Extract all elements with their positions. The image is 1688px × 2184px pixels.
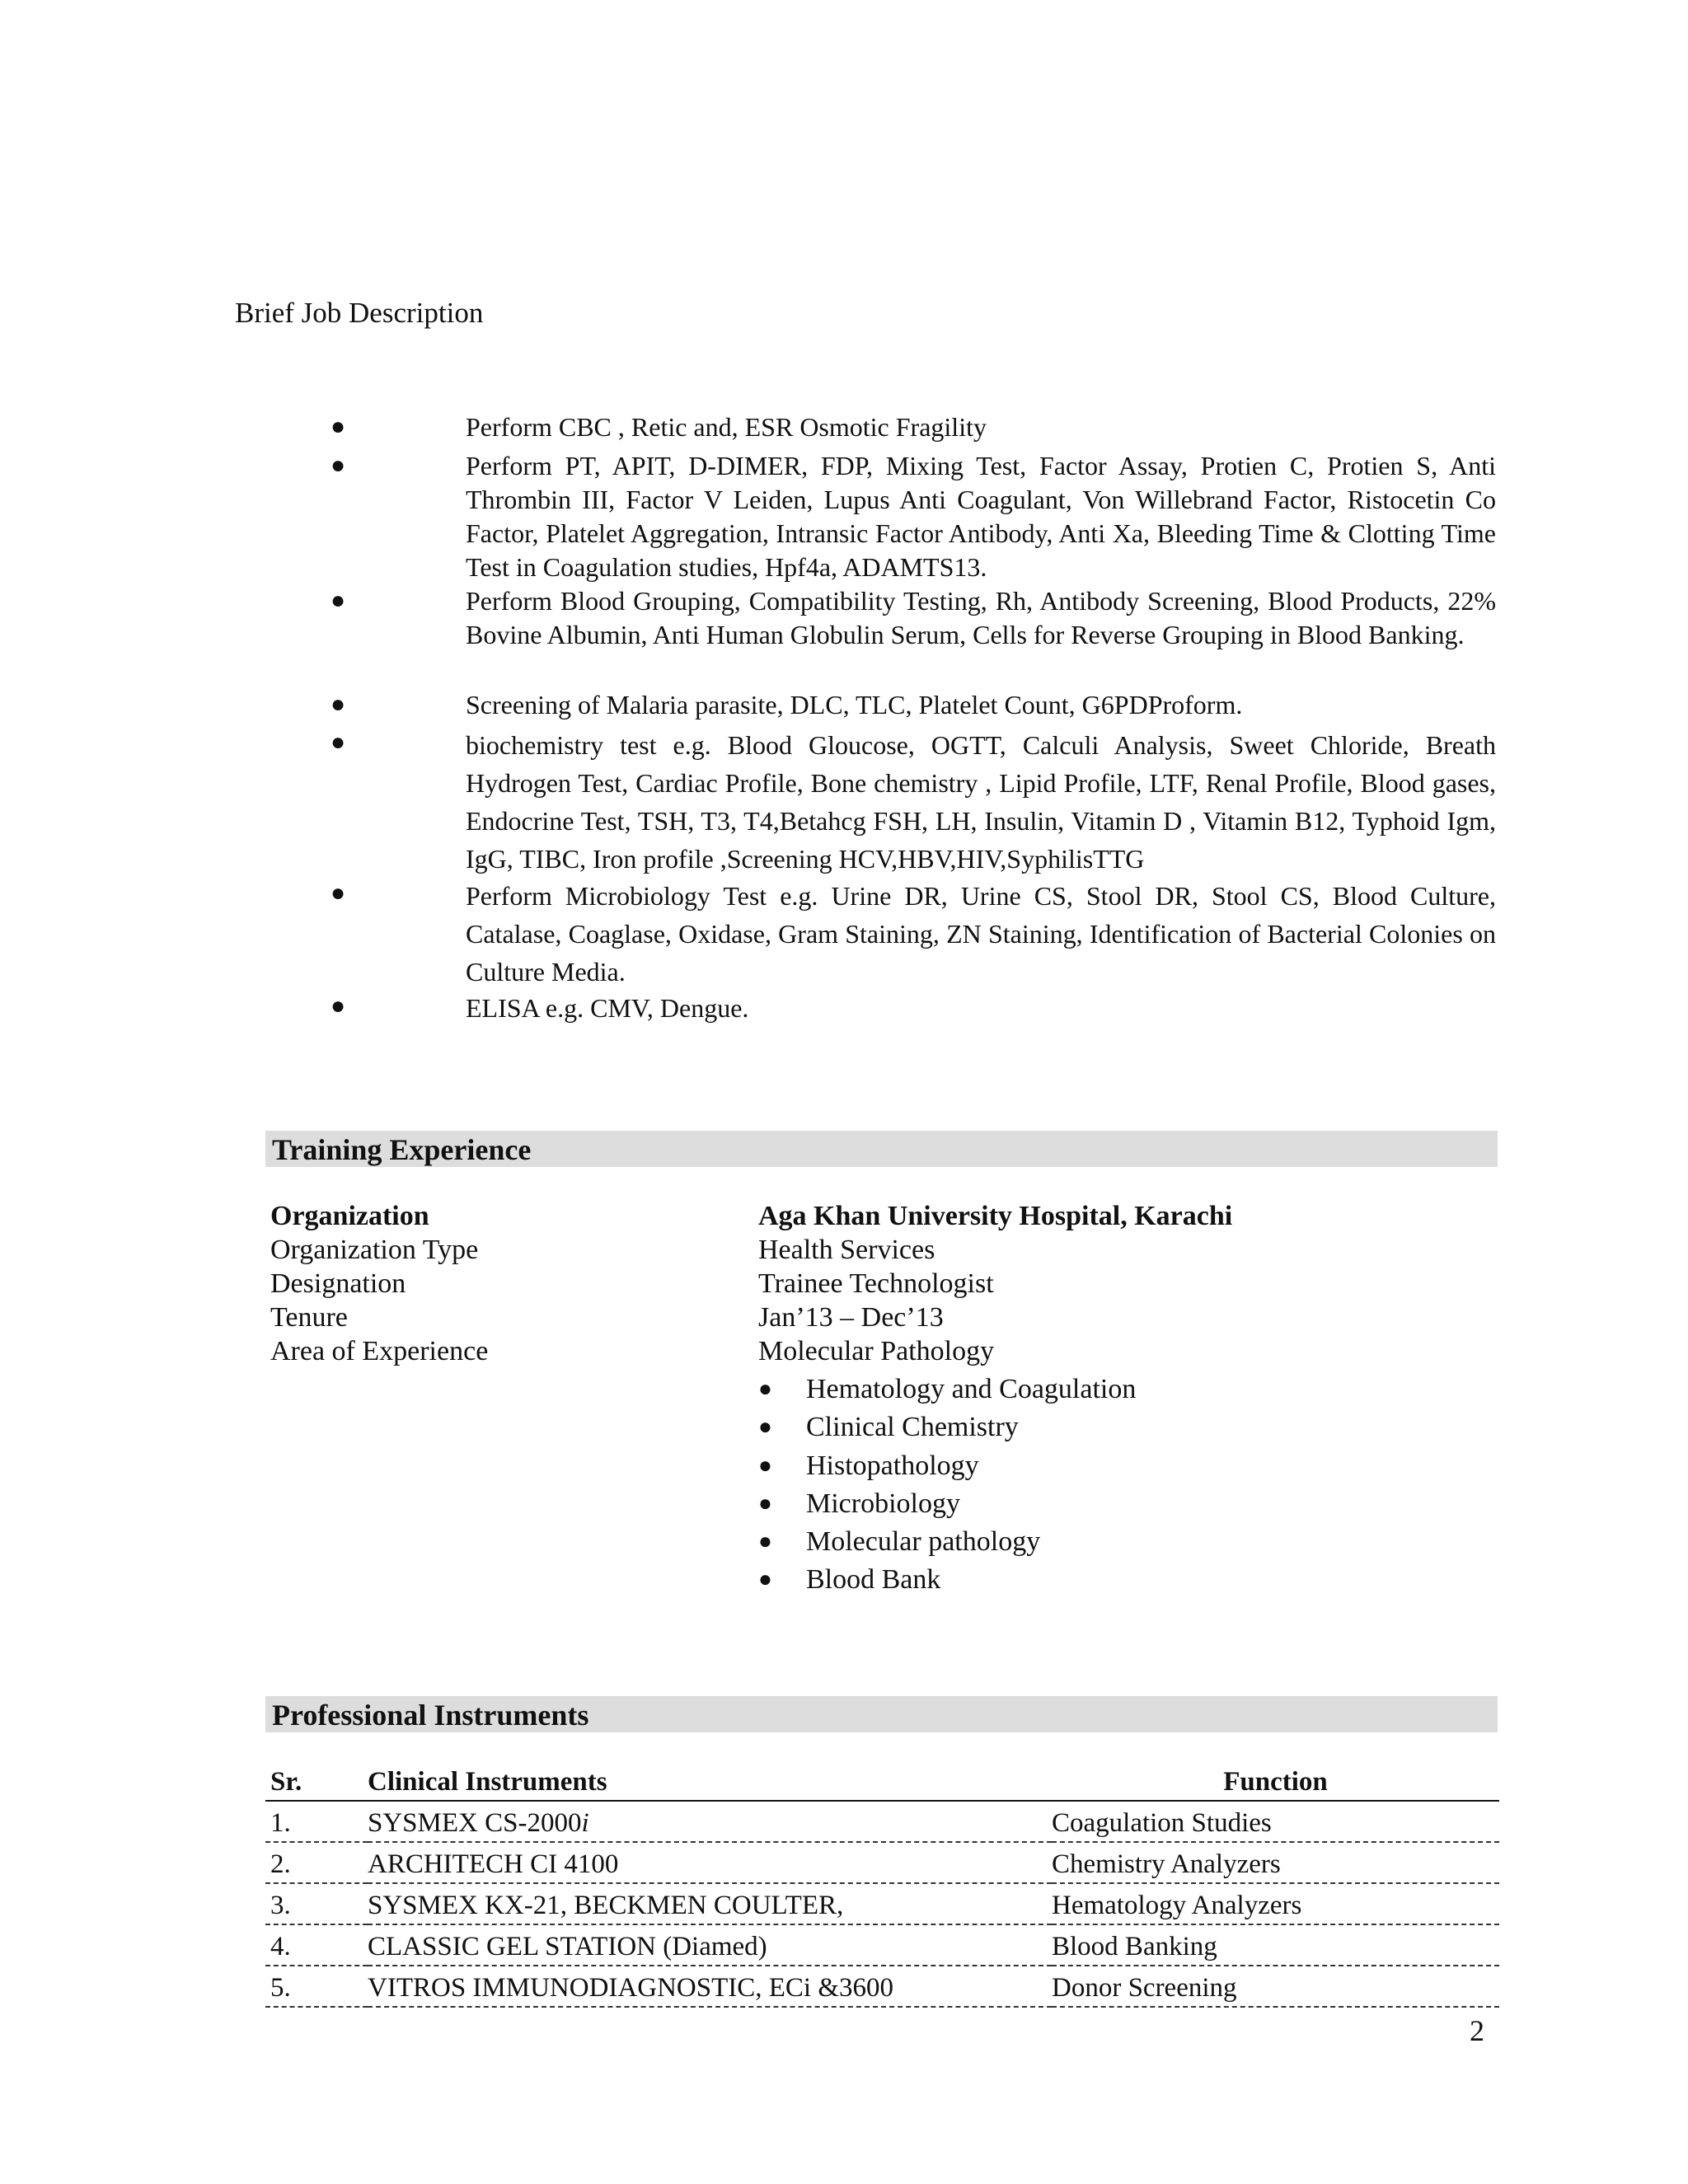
- list-item: [326, 449, 1496, 584]
- row-sr: 1.: [265, 1801, 368, 1842]
- row-function: Blood Banking: [1052, 1924, 1499, 1966]
- list-item: [758, 1408, 1136, 1446]
- table-row: [265, 1966, 1499, 2007]
- row-instrument: [368, 1801, 1052, 1842]
- table-row: [265, 1842, 1499, 1883]
- bullet-icon: ●: [758, 1414, 772, 1441]
- row-function: Chemistry Analyzers: [1052, 1842, 1499, 1883]
- list-item: [758, 1561, 1136, 1599]
- row-instrument: SYSMEX KX-21, BECKMEN COULTER,: [368, 1883, 1052, 1924]
- designation-label: Designation: [270, 1268, 406, 1299]
- area-item-text: Histopathology: [806, 1450, 979, 1481]
- bullet-icon: ●: [758, 1567, 772, 1593]
- row-instrument: CLASSIC GEL STATION (Diamed): [368, 1924, 1052, 1966]
- training-row-organization: [270, 1199, 1507, 1233]
- list-item: [758, 1447, 1136, 1485]
- table-row: [265, 1801, 1499, 1842]
- table-header-row: [265, 1764, 1499, 1801]
- org-type-value: Health Services: [758, 1235, 935, 1265]
- organization-label: Organization: [270, 1201, 429, 1231]
- training-section-bar: [265, 1131, 1498, 1167]
- area-value: Molecular Pathology: [758, 1336, 995, 1366]
- row-instrument: ARCHITECH CI 4100: [368, 1842, 1052, 1883]
- header-instrument: Clinical Instruments: [368, 1764, 1052, 1801]
- training-row-tenure: [270, 1301, 1507, 1334]
- page-number: 2: [1470, 2014, 1484, 2047]
- list-item: [326, 990, 1496, 1028]
- area-item-text: Clinical Chemistry: [806, 1412, 1019, 1443]
- designation-value: Trainee Technologist: [758, 1268, 994, 1299]
- table-row: [265, 1883, 1499, 1924]
- bullet-icon: ●: [330, 879, 346, 907]
- area-item-text: Blood Bank: [806, 1564, 941, 1596]
- list-item: [758, 1523, 1136, 1561]
- job-item-text: Screening of Malaria parasite, DLC, TLC, Platelet Count, G6PDProform.: [466, 690, 1243, 719]
- list-item: [758, 1485, 1136, 1523]
- instruments-table: [265, 1764, 1499, 2008]
- area-item-text: Hematology and Coagulation: [806, 1374, 1137, 1404]
- organization-value: Aga Khan University Hospital, Karachi: [758, 1201, 1233, 1231]
- row-sr: 4.: [265, 1924, 368, 1966]
- area-label: Area of Experience: [270, 1336, 489, 1366]
- row-sr: 2.: [265, 1842, 368, 1883]
- training-row-designation: [270, 1267, 1507, 1301]
- list-item: [326, 410, 1496, 449]
- bullet-icon: ●: [330, 992, 346, 1019]
- bullet-icon: ●: [758, 1490, 772, 1516]
- bullet-icon: ●: [330, 452, 346, 479]
- tenure-value: Jan’13 – Dec’13: [758, 1302, 944, 1333]
- row-function: Coagulation Studies: [1052, 1801, 1499, 1842]
- bullet-icon: ●: [758, 1452, 772, 1479]
- instrument-name: SYSMEX CS-2000: [368, 1808, 582, 1838]
- bullet-icon: ●: [758, 1376, 772, 1402]
- row-instrument: VITROS IMMUNODIAGNOSTIC, ECi &3600: [368, 1966, 1052, 2007]
- job-item-text: Perform CBC , Retic and, ESR Osmotic Fragility: [466, 412, 987, 442]
- list-item: [326, 688, 1496, 726]
- row-function: Hematology Analyzers: [1052, 1883, 1499, 1924]
- job-item-text: ELISA e.g. CMV, Dengue.: [466, 993, 749, 1023]
- job-item-text: Perform PT, APIT, D-DIMER, FDP, Mixing Test, Factor Assay, Protien C, Protien S, Anti Thrombin III, Factor V Leiden, Lupus Anti Coagulant, Von Willebrand Factor, Ristocetin Co Factor, Platelet Aggregation, Intransic Factor Antibody, Anti Xa, Bleeding Time & Clotting Time Test in Coagulation studies, Hpf4a, ADAMTS13.: [466, 451, 1496, 582]
- area-of-experience-list: [758, 1371, 1136, 1600]
- table-row: [265, 1924, 1499, 1966]
- job-item-text: biochemistry test e.g. Blood Gloucose, OGTT, Calculi Analysis, Sweet Chloride, Breath Hydrogen Test, Cardiac Profile, Bone chemistry , Lipid Profile, LTF, Renal Profile, Blood gases, Endocrine Test, TSH, T3, T4,Betahcg FSH, LH, Insulin, Vitamin D , Vitamin B12, Typhoid Igm, IgG, TIBC, Iron profile ,Screening HCV,HBV,HIV,SyphilisTTG: [466, 730, 1496, 874]
- row-function: Donor Screening: [1052, 1966, 1499, 2007]
- job-item-text: Perform Microbiology Test e.g. Urine DR, Urine CS, Stool DR, Stool CS, Blood Culture, Catalase, Coaglase, Oxidase, Gram Staining, ZN Staining, Identification of Bacterial Colonies on Culture Media.: [466, 881, 1496, 987]
- org-type-label: Organization Type: [270, 1235, 479, 1265]
- training-title: Training Experience: [272, 1133, 532, 1166]
- instrument-suffix: i: [581, 1808, 589, 1838]
- training-row-area: [270, 1334, 1507, 1368]
- list-item: [326, 877, 1496, 990]
- bullet-icon: ●: [758, 1529, 772, 1555]
- job-description-list: [326, 410, 1496, 1028]
- tenure-label: Tenure: [270, 1302, 348, 1333]
- row-sr: 3.: [265, 1883, 368, 1924]
- row-sr: 5.: [265, 1966, 368, 2007]
- bullet-icon: ●: [330, 691, 346, 718]
- list-item: [326, 584, 1496, 688]
- bullet-icon: ●: [330, 587, 346, 614]
- area-item-text: Molecular pathology: [806, 1526, 1041, 1558]
- header-function: Function: [1052, 1764, 1499, 1801]
- training-row-org-type: [270, 1233, 1507, 1267]
- instruments-section-bar: [265, 1696, 1498, 1732]
- list-item: [326, 726, 1496, 877]
- instruments-title: Professional Instruments: [272, 1699, 589, 1732]
- job-item-text: Perform Blood Grouping, Compatibility Testing, Rh, Antibody Screening, Blood Products, 22% Bovine Albumin, Anti Human Globulin Serum, Cells for Reverse Grouping in Blood Banking.: [466, 586, 1496, 649]
- brief-job-heading: Brief Job Description: [235, 297, 484, 329]
- list-item: [758, 1371, 1136, 1408]
- bullet-icon: ●: [330, 413, 346, 440]
- bullet-icon: ●: [330, 729, 346, 756]
- header-sr: Sr.: [265, 1764, 368, 1801]
- area-item-text: Microbiology: [806, 1488, 960, 1519]
- training-details: [270, 1199, 1507, 1368]
